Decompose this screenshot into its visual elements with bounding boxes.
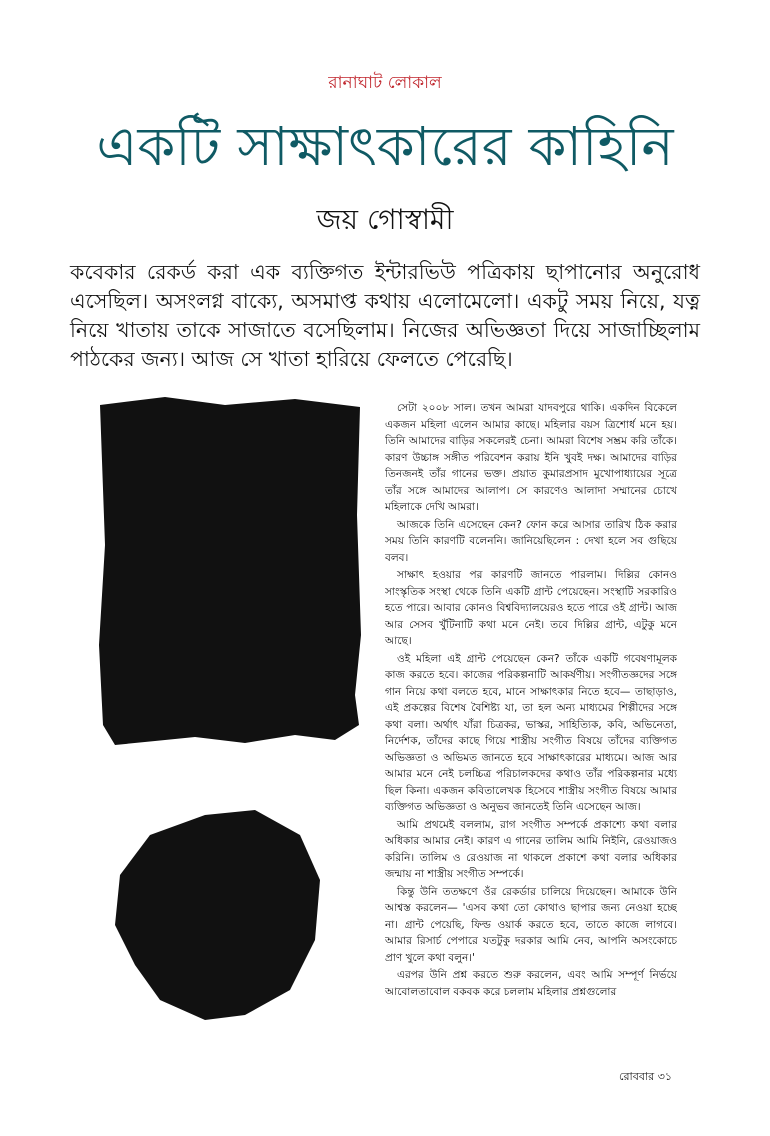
body-paragraph-3: সাক্ষাৎ হওয়ার পর কারণটি জানতে পারলাম। দিল্লির কোনও সাংস্কৃতিক সংস্থা থেকে তিনি একটি গ্রান্ট পেয়েছেন। সংস্থাটি সরকারিও হতে পারে। আবার কোনও বিশ্ববিদ্যালয়েরও হতে পারে ওই গ্রান্ট। আজ আর সেসব খুঁটিনাটি কথা মনে নেই। তবে দিল্লির গ্রান্ট, এটুকু মনে আছে।: [385, 569, 677, 647]
abstract-illustration: [95, 395, 375, 1045]
body-paragraph-7: এরপর উনি প্রশ্ন করতে শুরু করলেন, এবং আমি সম্পূর্ণ নির্ভয়ে আবোলতাবোল বকবক করে চললাম মহিলার প্রশ্নগুলোর: [385, 969, 677, 998]
body-paragraph-4: ওই মহিলা এই গ্রান্ট পেয়েছেন কেন? তাঁকে একটি গবেষণামূলক কাজ করতে হবে। কাজের পরিকল্পনাটি আকর্ষণীয়। সংগীতজ্ঞদের সঙ্গে গান নিয়ে কথা বলতে হবে, মানে সাক্ষাৎকার নিতে হবে— তাছাড়াও, এই প্রকল্পের বিশেষ বৈশিষ্ট্য যা, তা হল অন্য মাধ্যমের শিল্পীদের সঙ্গে কথা বলা। অর্থাৎ যাঁরা চিত্রকর, ভাস্কর, সাহিত্যিক, কবি, অভিনেতা, নির্দেশক, তাঁদের কাছে গিয়ে শাস্ত্রীয় সংগীত বিষয়ে তাঁদের ব্যক্তিগত অভিজ্ঞতা ও অভিমত জানতে হবে সাক্ষাৎকারের মাধ্যমে। আজ আর আমার মনে নেই চলচ্চিত্র পরিচালকদের কথাও তাঁর পরিকল্পনার মধ্যে ছিল কিনা। একজন কবিতালেখক হিসেবে শাস্ত্রীয় সংগীত বিষয়ে আমার ব্যক্তিগত অভিজ্ঞতা ও অনুভব জানতেই তিনি এসেছেন আজ।: [385, 652, 677, 813]
round-black-shape: [115, 810, 320, 1020]
body-paragraph-1: সেটা ২০০৮ সাল। তখন আমরা যাদবপুরে থাকি। একদিন বিকেলে একজন মহিলা এলেন আমার কাছে। মহিলার বয়স ত্রিশোর্ধ মনে হয়। তিনি আমাদের বাড়ির সকলেরই চেনা। আমরা বিশেষ সম্ভ্রম করি তাঁকে। কারণ উচ্চাঙ্গ সঙ্গীত পরিবেশন করায় ইনি খুবই দক্ষ। আমাদের বাড়ির তিনজনই তাঁর গানের ভক্ত। প্রয়াত কুমারপ্রসাদ মুখোপাধ্যায়ের সূত্রে তাঁর সঙ্গে আমাদের আলাপ। সে কারণেও আলাদা সম্মানের চোখে মহিলাকে দেখি আমরা।: [385, 402, 677, 513]
article-body: [385, 400, 677, 1058]
intro-paragraph: [70, 258, 700, 374]
page-footer: রোববার ৩১: [619, 1070, 672, 1083]
author-name: জয় গোস্বামী: [316, 203, 454, 236]
body-paragraph-5: আমি প্রথমেই বললাম, রাগ সংগীত সম্পর্কে প্রকাশ্যে কথা বলার অধিকার আমার নেই। কারণ এ গানের তালিম আমি নিইনি, রেওয়াজও করিনি। তালিম ও রেওয়াজ না থাকলে প্রকাশে কথা বলার অধিকার জন্মায় না শাস্ত্রীয় সংগীত সম্পর্কে।: [385, 818, 677, 880]
intro-text: কবেকার রেকর্ড করা এক ব্যক্তিগত ইন্টারভিউ পত্রিকায় ছাপানোর অনুরোধ এসেছিল। অসংলগ্ন বাক্যে, অসমাপ্ত কথায় এলোমেলো। একটু সময় নিয়ে, যত্ন নিয়ে খাতায় তাকে সাজাতে বসেছিলাম। নিজের অভিজ্ঞতা দিয়ে সাজাচ্ছিলাম পাঠকের জন্য। আজ সে খাতা হারিয়ে ফেলতে পেরেছি।: [70, 260, 700, 371]
body-paragraph-6: কিন্তু উনি ততক্ষণে ওঁর রেকর্ডার চালিয়ে দিয়েছেন। আমাকে উনি আশ্বস্ত করলেন— 'এসব কথা তো কোথাও ছাপার জন্য নেওয়া হচ্ছে না। গ্রান্ট পেয়েছি, ফিল্ড ওয়ার্ক করতে হবে, তাতে কাজে লাগবে। আমার রিসার্চ পেপারে যতটুকু দরকার আমি নেব, আপনি অসংকোচে প্রাণ খুলে কথা বলুন।': [385, 885, 677, 964]
body-paragraph-2: আজকে তিনি এসেছেন কেন? ফোন করে আসার তারিখ ঠিক করার সময় তিনি কারণটি বলেননি। জানিয়েছিলেন : দেখা হলে সব গুছিয়ে বলব।: [385, 518, 677, 564]
tall-black-shape: [99, 397, 361, 745]
article-title: একটি সাক্ষাৎকারের কাহিনি: [96, 115, 674, 178]
section-label: রানাঘাট লোকাল: [328, 73, 442, 93]
